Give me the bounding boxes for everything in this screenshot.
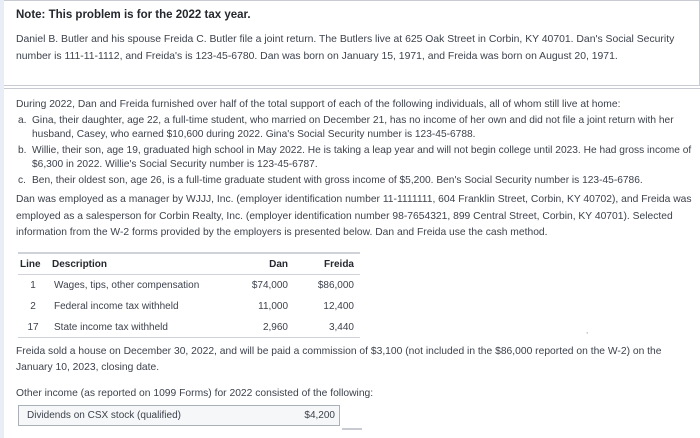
dependents-intro: During 2022, Dan and Freida furnished over half of the total support of each of the following individuals, all of whom still live at home: <box>16 99 621 110</box>
problem-card <box>4 88 700 438</box>
cell-line: 2 <box>30 301 36 312</box>
employment-paragraph: Dan was employed as a manager by WJJJ, Inc. (employer identification number 11-1111111, 604 Franklin Street, Corbin, KY 40702), and Freida was employed as a salesperson for Corbin Realty, Inc. (employer identification number 98-7654321, 899 Central Street, Corbin, KY 40701). Selected information from the W-2 forms provided by the employers is presented below. Dan and Freida use the cash method. <box>16 194 692 238</box>
table-row <box>18 317 360 338</box>
list-item-text: Gina, their daughter, age 22, a full-time student, who married on December 21, has no income of her own and did not file a joint return with her husband, Casey, who earned $10,600 during 2022. Gina's Social Security number is 123-45-6788. <box>32 115 674 140</box>
other-income-intro: Other income (as reported on 1099 Forms) for 2022 consisted of the following: <box>16 388 374 399</box>
header-dan: Dan <box>269 258 288 270</box>
list-item <box>18 144 700 171</box>
intro-paragraph: Daniel B. Butler and his spouse Freida C. Butler file a joint return. The Butlers live at 625 Oak Street in Corbin, KY 40701. Dan's Social Security number is 111-11-1112, and Freida's is 123-45-6780. Dan was born on January 15, 1971, and Freida was born on August 20, 1971. <box>16 34 675 62</box>
house-sale-paragraph: Freida sold a house on December 30, 2022, and will be paid a commission of $3,100 (not included in the $86,000 reported on the W-2) on the January 10, 2023, closing date. <box>16 346 662 373</box>
cell-freida: 3,440 <box>328 321 354 333</box>
list-item-text: Ben, their oldest son, age 26, is a full-time graduate student with gross income of $5,200. Ben's Social Security number is 123-45-6786. <box>32 175 643 186</box>
header-description: Description <box>52 258 108 270</box>
dependents-list <box>18 114 700 191</box>
cell-dan: 2,960 <box>262 321 288 333</box>
stray-mark: , <box>586 326 589 335</box>
cell-freida: $86,000 <box>317 280 354 291</box>
list-item-text: Willie, their son, age 19, graduated high school in May 2022. He is taking a leap year and will not begin college until 2023. He had gross income of $6,300 in 2022. Willie's Social Security number is 123-45-6787. <box>32 145 692 170</box>
dividends-row <box>18 405 340 426</box>
cell-dan: 11,000 <box>258 301 288 312</box>
cell-freida: 12,400 <box>323 301 354 312</box>
cell-description: State income tax withheld <box>54 321 168 333</box>
list-item <box>18 174 700 188</box>
w2-header-row <box>18 254 360 275</box>
note-panel <box>4 0 700 86</box>
list-marker: b. <box>18 145 27 156</box>
list-item <box>18 114 700 141</box>
header-line: Line <box>20 258 41 270</box>
cell-line: 17 <box>27 321 39 333</box>
cell-description: Wages, tips, other compensation <box>54 280 200 291</box>
list-marker: a. <box>18 115 27 126</box>
dividends-value: $4,200 <box>304 410 335 421</box>
scroll-indicator <box>342 428 362 430</box>
list-marker: c. <box>18 175 26 186</box>
cell-description: Federal income tax withheld <box>54 301 179 312</box>
table-row <box>18 275 360 296</box>
cell-line: 1 <box>30 280 36 291</box>
table-row <box>18 296 360 317</box>
w2-table <box>18 252 360 338</box>
note-title: Note: This problem is for the 2022 tax year. <box>16 9 251 21</box>
header-freida: Freida <box>323 258 354 270</box>
cell-dan: $74,000 <box>251 280 288 291</box>
dividends-label: Dividends on CSX stock (qualified) <box>27 410 181 421</box>
